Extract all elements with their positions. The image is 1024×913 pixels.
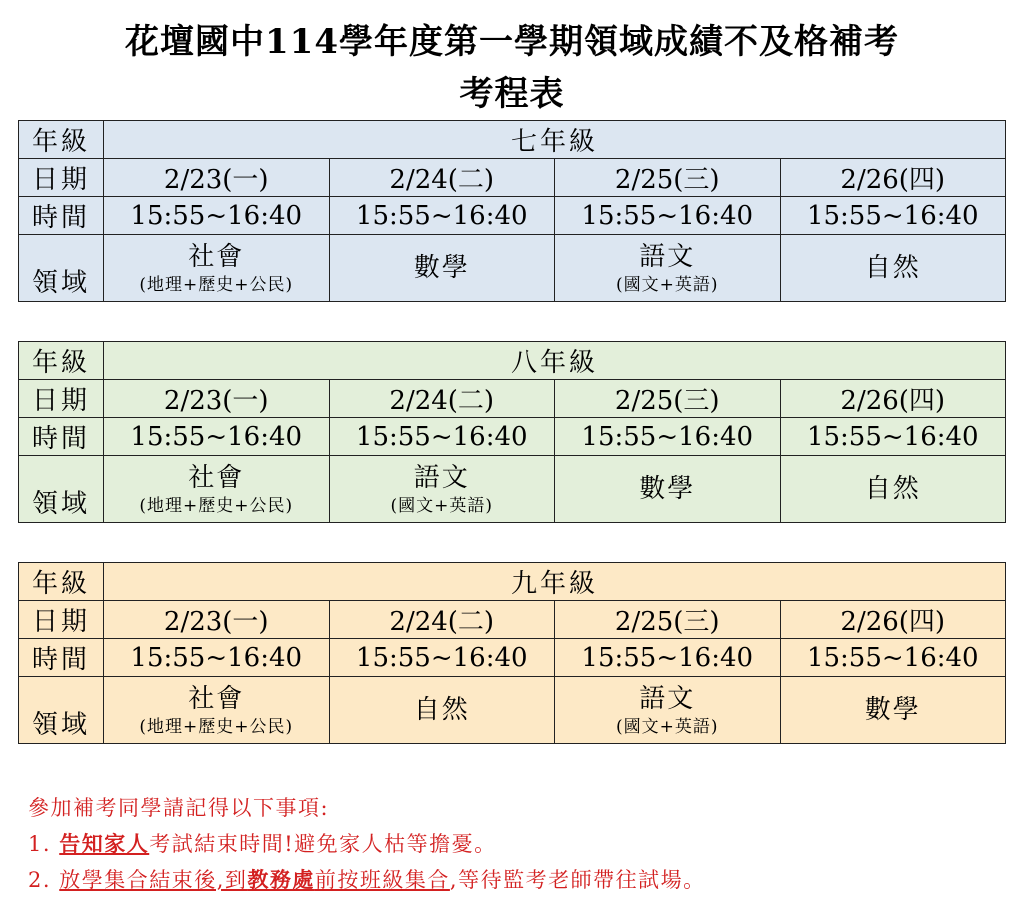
grade-label: 年級: [19, 563, 104, 601]
subject-cell: [555, 235, 781, 302]
date-cell: 2/24(二): [329, 159, 555, 197]
subject-detail: (地理+歷史+公民): [139, 275, 294, 295]
grade-label: 年級: [19, 342, 104, 380]
subject-name: 數學: [413, 253, 470, 283]
notes-underlined-text: 前按班級集合: [314, 868, 450, 892]
subject-cell: [555, 677, 781, 744]
time-label: 時間: [19, 639, 104, 677]
page-title: 花壇國中114學年度第一學期領域成績不及格補考: [125, 22, 899, 62]
time-label: 時間: [19, 418, 104, 456]
date-cell: 2/23(一): [104, 159, 330, 197]
subject-cell: [329, 456, 555, 523]
grade-name: 八年級: [104, 342, 1006, 380]
page-subtitle: 考程表: [459, 74, 565, 114]
grade-label: 年級: [19, 121, 104, 159]
notes-item-1: [28, 826, 706, 862]
date-cell: 2/26(四): [780, 159, 1006, 197]
subject-cell: [780, 677, 1006, 744]
date-label: 日期: [19, 601, 104, 639]
date-label: 日期: [19, 380, 104, 418]
subject-name: 語文: [639, 242, 696, 272]
notes-underlined-text: 放學集合結束後,到: [59, 868, 248, 892]
subject-detail: (地理+歷史+公民): [139, 717, 294, 737]
subject-cell: [555, 456, 781, 523]
notes-text: 考試結束時間!避免家人枯等擔憂。: [149, 832, 497, 856]
time-cell: 15:55~16:40: [104, 418, 330, 456]
subject-name: 語文: [413, 463, 470, 493]
notes-section: [28, 790, 706, 898]
date-cell: 2/24(二): [329, 380, 555, 418]
subject-cell: [104, 456, 330, 523]
subject-cell: [104, 677, 330, 744]
time-cell: 15:55~16:40: [780, 639, 1006, 677]
schedule-table-grade7: [18, 120, 1006, 302]
date-cell: 2/25(三): [555, 601, 781, 639]
subject-name: 自然: [864, 253, 921, 283]
time-cell: 15:55~16:40: [329, 418, 555, 456]
date-cell: 2/23(一): [104, 380, 330, 418]
time-cell: 15:55~16:40: [555, 418, 781, 456]
date-cell: 2/24(二): [329, 601, 555, 639]
grade-name: 九年級: [104, 563, 1006, 601]
time-label: 時間: [19, 197, 104, 235]
subject-cell: [329, 677, 555, 744]
subject-cell: [780, 456, 1006, 523]
notes-item-2: [28, 862, 706, 898]
date-label: 日期: [19, 159, 104, 197]
time-cell: 15:55~16:40: [780, 418, 1006, 456]
time-cell: 15:55~16:40: [329, 197, 555, 235]
date-cell: 2/23(一): [104, 601, 330, 639]
subject-name: 數學: [864, 695, 921, 725]
subject-cell: [104, 235, 330, 302]
subject-detail: (國文+英語): [615, 717, 719, 737]
notes-emphasis: 告知家人: [59, 831, 150, 856]
time-cell: 15:55~16:40: [104, 197, 330, 235]
subject-cell: [780, 235, 1006, 302]
notes-item-number: 2.: [28, 868, 52, 892]
time-cell: 15:55~16:40: [329, 639, 555, 677]
domain-label: 領域: [19, 456, 104, 523]
subject-cell: [329, 235, 555, 302]
subject-detail: (國文+英語): [615, 275, 719, 295]
time-cell: 15:55~16:40: [555, 639, 781, 677]
subject-name: 自然: [413, 695, 470, 725]
subject-name: 語文: [639, 684, 696, 714]
domain-label: 領域: [19, 235, 104, 302]
date-cell: 2/25(三): [555, 159, 781, 197]
date-cell: 2/25(三): [555, 380, 781, 418]
domain-label: 領域: [19, 677, 104, 744]
subject-name: 自然: [864, 474, 921, 504]
subject-name: 數學: [639, 474, 696, 504]
schedule-table-grade8: [18, 341, 1006, 523]
date-cell: 2/26(四): [780, 380, 1006, 418]
subject-detail: (地理+歷史+公民): [139, 496, 294, 516]
time-cell: 15:55~16:40: [104, 639, 330, 677]
time-cell: 15:55~16:40: [555, 197, 781, 235]
time-cell: 15:55~16:40: [780, 197, 1006, 235]
notes-emphasis: 教務處: [247, 867, 315, 892]
subject-name: 社會: [188, 684, 245, 714]
subject-detail: (國文+英語): [390, 496, 493, 516]
schedule-table-grade9: [18, 562, 1006, 744]
grade-name: 七年級: [104, 121, 1006, 159]
subject-name: 社會: [188, 463, 245, 493]
notes-item-number: 1.: [28, 832, 52, 856]
date-cell: 2/26(四): [780, 601, 1006, 639]
notes-text: ,等待監考老師帶往試場。: [449, 868, 706, 892]
notes-heading: 參加補考同學請記得以下事項:: [28, 796, 330, 820]
subject-name: 社會: [188, 242, 245, 272]
